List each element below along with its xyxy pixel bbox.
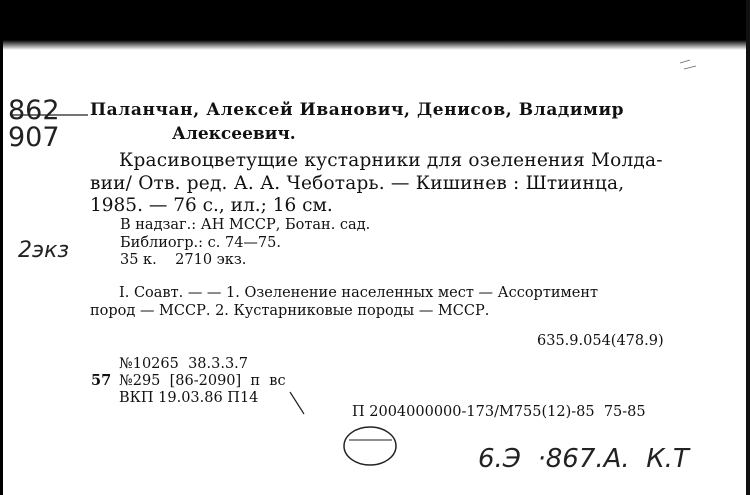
title-line-3: 1985. — 76 с., ил.; 16 см. bbox=[90, 195, 333, 216]
handwritten-shelfmark-top: 862 bbox=[8, 95, 60, 126]
note-header: В надзаг.: АН МССР, Ботан. сад. bbox=[120, 217, 371, 233]
handwritten-bottom-note: 6.Э ·867.А. К.Т bbox=[478, 444, 689, 474]
note-price-print-run: 35 к. 2710 экз. bbox=[120, 252, 247, 268]
author-line: Паланчан, Алексей Иванович, Денисов, Владимир bbox=[90, 100, 625, 120]
circle-stamp-mark bbox=[344, 427, 396, 465]
title-line-1: Красивоцветущие кустарники для озеленения Молда- bbox=[119, 150, 663, 171]
handwritten-shelfmark-bottom: 907 bbox=[8, 122, 60, 153]
record-prefix: 57 bbox=[91, 372, 112, 389]
pen-stroke bbox=[290, 392, 304, 414]
record-number-2: №295 [86-2090] п вс bbox=[119, 373, 286, 389]
subjects-line-2: пород — МССР. 2. Кустарниковые породы — МССР. bbox=[90, 303, 490, 319]
note-bibliography: Библиогр.: с. 74—75. bbox=[120, 235, 281, 251]
record-vkp-date: ВКП 19.03.86 П14 bbox=[119, 390, 259, 406]
record-number-1: №10265 38.3.3.7 bbox=[119, 356, 249, 372]
classification-udc: 635.9.054(478.9) bbox=[537, 333, 664, 349]
subjects-line-1: I. Соавт. — — 1. Озеленение населенных мест — Ассортимент bbox=[119, 285, 599, 301]
catalog-code: П 2004000000-173/М755(12)-85 75-85 bbox=[352, 404, 646, 420]
scan-speckle bbox=[680, 60, 696, 69]
handwritten-copies: 2экз bbox=[18, 238, 70, 263]
title-line-2: вии/ Отв. ред. А. А. Чеботарь. — Кишинев : Штиинца, bbox=[90, 173, 625, 194]
author-line-2: Алексеевич. bbox=[172, 124, 296, 144]
